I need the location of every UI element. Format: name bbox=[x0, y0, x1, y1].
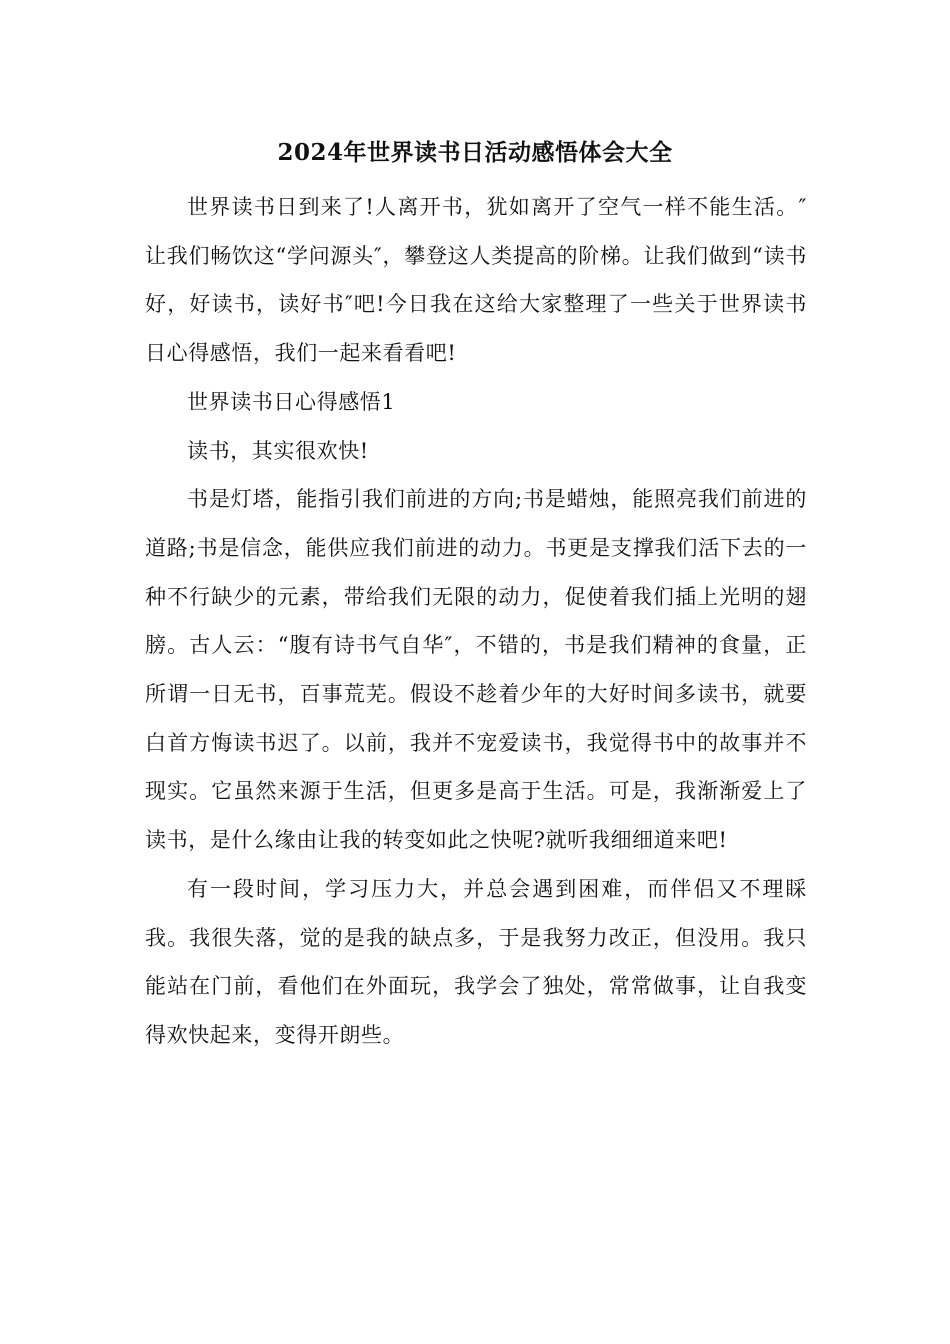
section-heading: 世界读书日心得感悟1 bbox=[187, 389, 396, 414]
document-body bbox=[145, 183, 807, 1060]
intro-paragraph: 世界读书日到来了!人离开书，犹如离开了空气一样不能生活。″让我们畅饮这“学问源头″，攀登这人类提高的阶梯。让我们做到“读书好，好读书，读好书″吧!今日我在这给大家整理了一些关于世界读书日心得感悟，我们一起来看看吧! bbox=[145, 195, 807, 366]
body-paragraph: 有一段时间，学习压力大，并总会遇到困难，而伴侣又不理睬我。我很失落，觉的是我的缺点多，于是我努力改正，但没用。我只能站在门前，看他们在外面玩，我学会了独处，常常做事，让自我变得欢快起来，变得开朗些。 bbox=[145, 876, 807, 1047]
body-paragraph: 书是灯塔，能指引我们前进的方向;书是蜡烛，能照亮我们前进的道路;书是信念，能供应我们前进的动力。书更是支撑我们活下去的一种不行缺少的元素，带给我们无限的动力，促使着我们插上光明的翅膀。古人云：“腹有诗书气自华″，不错的，书是我们精神的食量，正所谓一日无书，百事荒芜。假设不趁着少年的大好时间多读书，就要白首方悔读书迟了。以前，我并不宠爱读书，我觉得书中的故事并不现实。它虽然来源于生活，但更多是高于生活。可是，我渐渐爱上了读书，是什么缘由让我的转变如此之快呢?就听我细细道来吧! bbox=[145, 487, 807, 853]
body-paragraph: 读书，其实很欢快! bbox=[187, 438, 369, 463]
document-title: 2024年世界读书日活动感悟体会大全 bbox=[277, 139, 673, 166]
